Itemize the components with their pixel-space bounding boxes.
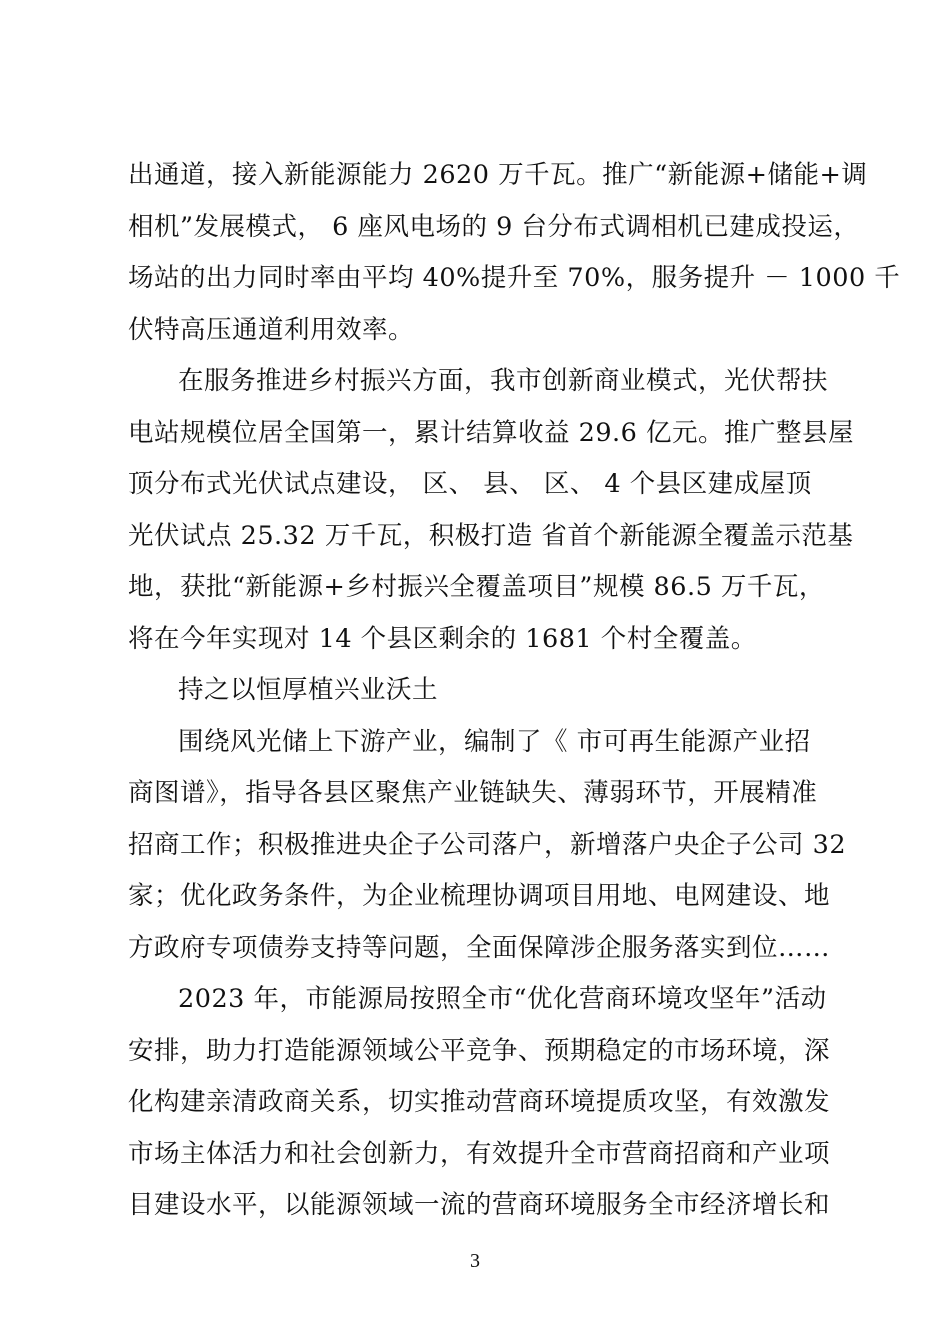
page-number: 3 bbox=[470, 1250, 480, 1272]
text-line: 化构建亲清政商关系，切实推动营商环境提质攻坚，有效激发 bbox=[128, 1087, 831, 1117]
text-line: 目建设水平，以能源领域一流的营商环境服务全市经济增长和 bbox=[128, 1190, 831, 1220]
text-line: 电站规模位居全国第一，累计结算收益 29.6 亿元。推广整县屋 bbox=[128, 417, 854, 448]
text-line: 家；优化政务条件，为企业梳理协调项目用地、电网建设、地 bbox=[128, 881, 831, 911]
text-line: 地，获批“新能源+乡村振兴全覆盖项目”规模 86.5 万千瓦， bbox=[128, 572, 825, 602]
text-line: 方政府专项债券支持等问题，全面保障涉企服务落实到位…… bbox=[128, 932, 831, 963]
text-line: 伏特高压通道利用效率。 bbox=[128, 314, 415, 345]
text-line: 将在今年实现对 14 个县区剩余的 1681 个村全覆盖。 bbox=[128, 623, 757, 654]
text-line: 围绕风光储上下游产业，编制了《 市可再生能源产业招 bbox=[178, 726, 811, 757]
section-heading: 持之以恒厚植兴业沃土 bbox=[178, 675, 439, 705]
text-line: 商图谱》，指导各县区聚焦产业链缺失、薄弱环节，开展精准 bbox=[128, 778, 818, 808]
text-line: 市场主体活力和社会创新力，有效提升全市营商招商和产业项 bbox=[128, 1138, 831, 1169]
text-line: 在服务推进乡村振兴方面，我市创新商业模式，光伏帮扶 bbox=[178, 366, 829, 396]
text-line: 场站的出力同时率由平均 40%提升至 70%，服务提升 － 1000 千 bbox=[128, 263, 901, 293]
text-line: 招商工作；积极推进央企子公司落户，新增落户央企子公司 32 bbox=[128, 829, 847, 860]
text-line: 安排，助力打造能源领域公平竞争、预期稳定的市场环境，深 bbox=[128, 1035, 831, 1066]
text-line: 出通道，接入新能源能力 2620 万千瓦。推广“新能源+储能+调 bbox=[128, 160, 868, 190]
text-line: 相机”发展模式， 6 座风电场的 9 台分布式调相机已建成投运， bbox=[128, 211, 860, 242]
text-line: 2023 年，市能源局按照全市“优化营商环境攻坚年”活动 bbox=[178, 984, 827, 1014]
text-line: 顶分布式光伏试点建设， 区、 县、 区、 4 个县区建成屋顶 bbox=[128, 469, 812, 499]
body-text bbox=[128, 150, 901, 1232]
text-line: 光伏试点 25.32 万千瓦，积极打造 省首个新能源全覆盖示范基 bbox=[128, 520, 854, 551]
